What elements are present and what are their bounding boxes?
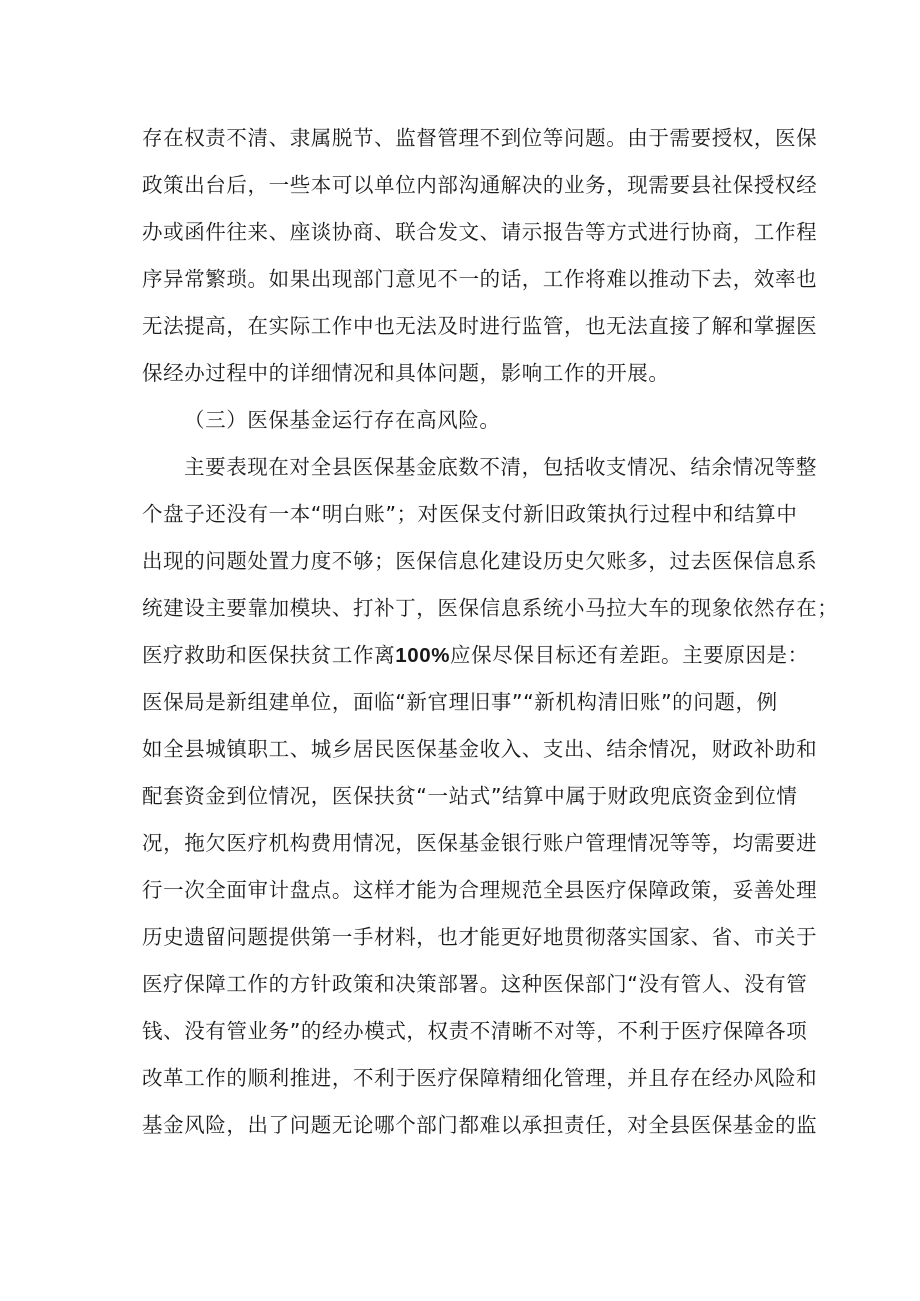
body-text-line: 况，拖欠医疗机构费用情况，医保基金银行账户管理情况等等，均需要进 (142, 831, 818, 855)
body-text-line: 存在权责不清、隶属脱节、监督管理不到位等问题。由于需要授权，医保 (142, 126, 818, 150)
body-text-line: 办或函件往来、座谈协商、联合发文、请示报告等方式进行协商，工作程 (142, 220, 818, 244)
body-text-line: 配套资金到位情况，医保扶贫“一站式”结算中属于财政兜底资金到位情 (142, 784, 798, 808)
section-heading: （三）医保基金运行存在高风险。 (184, 408, 501, 432)
body-text-line: 钱、没有管业务”的经办模式，权责不清晰不对等，不利于医疗保障各项 (142, 1019, 808, 1043)
body-text-line: 主要表现在对全县医保基金底数不清，包括收支情况、结余情况等整 (184, 455, 817, 479)
text-before-percent: 医疗救助和医保扶贫工作离 (142, 643, 396, 667)
body-text-line: 序异常繁琐。如果出现部门意见不一的话，工作将难以推动下去，效率也 (142, 267, 818, 291)
body-text-line: 医保局是新组建单位，面临“新官理旧事”“新机构清旧账”的问题，例 (142, 690, 778, 714)
body-text-line: 如全县城镇职工、城乡居民医保基金收入、支出、结余情况，财政补助和 (142, 737, 818, 761)
body-text-line-percent (142, 640, 809, 670)
body-text-line: 基金风险，出了问题无论哪个部门都难以承担责任，对全县医保基金的监 (142, 1113, 818, 1137)
body-text-line: 个盘子还没有一本“明白账”；对医保支付新旧政策执行过程中和结算中 (142, 502, 798, 526)
body-text-line: 统建设主要靠加模块、打补丁，医保信息系统小马拉大车的现象依然存在； (142, 596, 839, 620)
body-text-line: 历史遗留问题提供第一手材料，也才能更好地贯彻落实国家、省、市关于 (142, 925, 818, 949)
body-text-line: 改革工作的顺利推进，不利于医疗保障精细化管理，并且存在经办风险和 (142, 1066, 818, 1090)
body-text-line: 出现的问题处置力度不够；医保信息化建设历史欠账多，过去医保信息系 (142, 549, 818, 573)
body-text-line: 无法提高，在实际工作中也无法及时进行监管，也无法直接了解和掌握医 (142, 314, 818, 338)
body-text-line: 保经办过程中的详细情况和具体问题，影响工作的开展。 (142, 361, 670, 385)
text-after-percent: 应保尽保目标还有差距。主要原因是： (450, 643, 809, 667)
body-text-line: 医疗保障工作的方针政策和决策部署。这种医保部门“没有管人、没有管 (142, 972, 808, 996)
body-text-line: 政策出台后，一些本可以单位内部沟通解决的业务，现需要县社保授权经 (142, 173, 818, 197)
body-text-line: 行一次全面审计盘点。这样才能为合理规范全县医疗保障政策，妥善处理 (142, 878, 818, 902)
percent-value: 100% (395, 644, 451, 667)
